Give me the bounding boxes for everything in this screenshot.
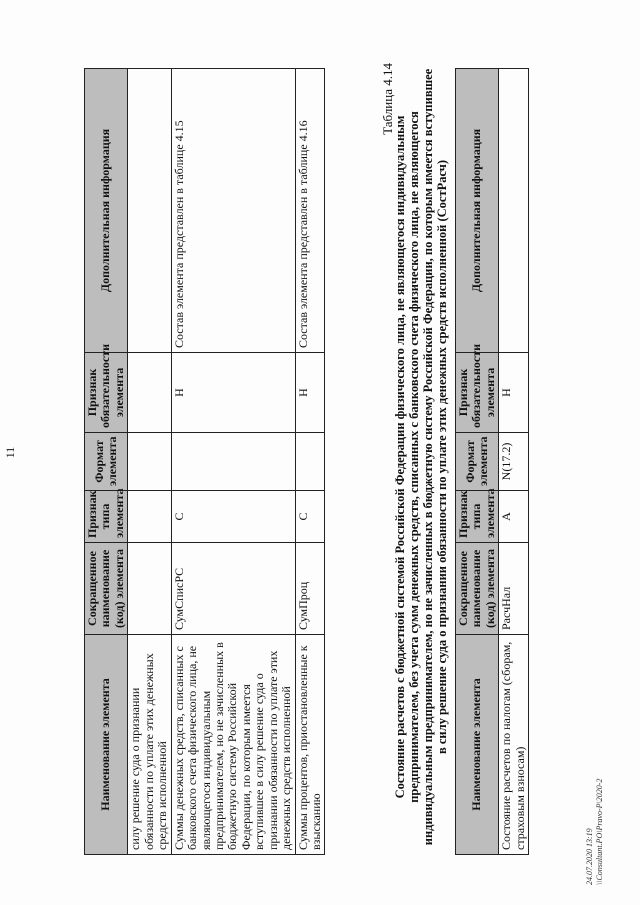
cell-required: Н bbox=[499, 353, 529, 433]
table-header-row bbox=[85, 69, 128, 855]
header-format: Формат элемента bbox=[456, 433, 499, 491]
stamp-date: 24.07.2020 13:19 bbox=[585, 828, 594, 885]
cell-required: Н bbox=[295, 353, 325, 433]
cell-format bbox=[171, 433, 295, 491]
cell-required: Н bbox=[171, 353, 295, 433]
cell-type bbox=[128, 491, 171, 543]
cell-required bbox=[128, 353, 171, 433]
cell-code: СумПроц bbox=[295, 543, 325, 635]
cell-code: СумСписРС bbox=[171, 543, 295, 635]
cell-format: N(17.2) bbox=[499, 433, 529, 491]
header-required: Признак обязательности элемента bbox=[456, 353, 499, 433]
header-type: Признак типа элемента bbox=[456, 491, 499, 543]
table-label: Таблица 4.14 bbox=[380, 63, 395, 135]
cell-format bbox=[295, 433, 325, 491]
table-row bbox=[171, 69, 295, 855]
header-code: Сокращенное наименование (код) элемента bbox=[456, 543, 499, 635]
table-header-row bbox=[456, 69, 499, 855]
cell-name: силу решение суда о признании обязанности по уплате этих денежных средств исполненной bbox=[128, 635, 171, 855]
cell-name: Состояние расчетов по налогам (сборам, страховым взносам) bbox=[499, 635, 529, 855]
table-row bbox=[128, 69, 171, 855]
cell-code bbox=[128, 543, 171, 635]
page-number: 11 bbox=[3, 446, 17, 459]
cell-type: С bbox=[171, 491, 295, 543]
print-stamp bbox=[585, 779, 604, 885]
header-info: Дополнительная информация bbox=[456, 69, 499, 353]
cell-type: С bbox=[295, 491, 325, 543]
header-type: Признак типа элемента bbox=[85, 491, 128, 543]
table-row bbox=[295, 69, 325, 855]
cell-format bbox=[128, 433, 171, 491]
header-info: Дополнительная информация bbox=[85, 69, 128, 353]
cell-name: Суммы денежных средств, списанных с банковского счета физического лица, не являющегося индивидуальным предпринимателем, но не зачисленных в бюджетную систему Российской Федерации, по которым имеется вступившее в силу решение суда о признании обязанности по уплате этих денежных средств исполненной bbox=[171, 635, 295, 855]
header-name: Наименование элемента bbox=[85, 635, 128, 855]
cell-info: Состав элемента представлен в таблице 4.16 bbox=[295, 69, 325, 353]
cell-info: Состав элемента представлен в таблице 4.15 bbox=[171, 69, 295, 353]
header-name: Наименование элемента bbox=[456, 635, 499, 855]
cell-name: Суммы процентов, приостановленные к взысканию bbox=[295, 635, 325, 855]
cell-info bbox=[128, 69, 171, 353]
stamp-path: \\Consultant.PO\Pravo-P\2020-2 bbox=[594, 778, 604, 885]
cell-info bbox=[499, 69, 529, 353]
settlement-state-table bbox=[455, 68, 529, 855]
table-row bbox=[499, 69, 529, 855]
cell-type: А bbox=[499, 491, 529, 543]
cell-code: РасчНал bbox=[499, 543, 529, 635]
elements-table-continued bbox=[84, 68, 325, 855]
header-format: Формат элемента bbox=[85, 433, 128, 491]
header-code: Сокращенное наименование (код) элемента bbox=[85, 543, 128, 635]
table-title: Состояние расчетов с бюджетной системой Российской Федерации физического лица, не являющегося индивидуальным предпринимателем, без учета сумм денежных средств, списанных с банковского счета физического лица, не являющегося индивидуальным предпринимателем, но не зачисленных в бюджетную систему Российской Федерации, по которым имеется вступившее в силу решение суда о признании обязанности по уплате этих денежных средств исполненной (СостРасч) bbox=[393, 68, 450, 846]
header-required: Признак обязательности элемента bbox=[85, 353, 128, 433]
